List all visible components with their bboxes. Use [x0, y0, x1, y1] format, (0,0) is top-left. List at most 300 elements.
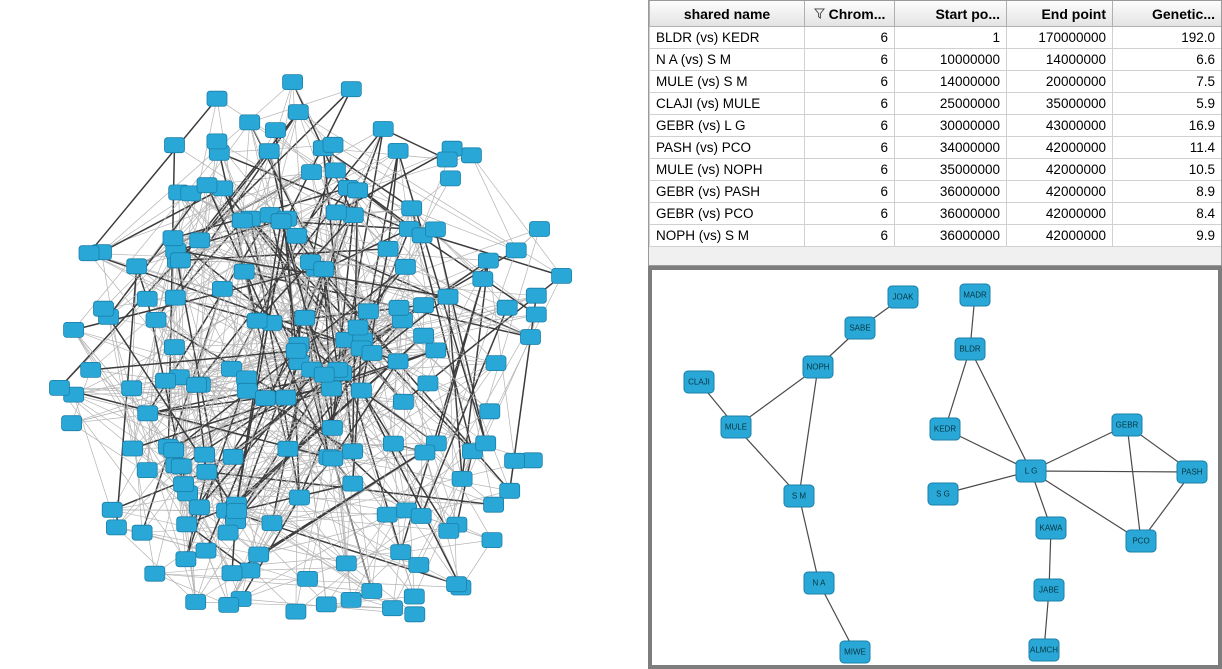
cell-end-point: 42000000 — [1007, 159, 1113, 181]
network-node[interactable] — [497, 300, 517, 315]
network-node[interactable] — [288, 105, 308, 120]
network-node[interactable] — [323, 451, 343, 466]
node-shape — [287, 228, 307, 243]
network-node[interactable] — [447, 577, 467, 592]
node-shape — [62, 416, 82, 431]
node-shape — [137, 291, 157, 306]
network-node[interactable] — [219, 597, 239, 612]
node-shape — [163, 231, 183, 246]
network-node[interactable] — [171, 459, 191, 474]
network-node[interactable] — [322, 381, 342, 396]
cell-genetic: 9.9 — [1113, 225, 1222, 247]
node-shape — [343, 444, 363, 459]
network-node[interactable] — [132, 525, 152, 540]
network-node[interactable] — [278, 441, 298, 456]
cell-genetic: 6.6 — [1113, 49, 1222, 71]
network-node[interactable] — [505, 453, 525, 468]
network-node[interactable] — [164, 443, 184, 458]
node-shape — [437, 152, 457, 167]
network-node[interactable] — [145, 566, 165, 581]
node-shape — [266, 123, 286, 138]
network-node[interactable] — [50, 380, 70, 395]
node-shape — [190, 233, 210, 248]
network-node[interactable] — [409, 558, 429, 573]
network-node[interactable] — [286, 604, 306, 619]
cell-shared-name: GEBR (vs) L G — [650, 115, 805, 137]
network-node[interactable] — [388, 354, 408, 369]
network-node[interactable] — [393, 394, 413, 409]
network-node[interactable] — [441, 171, 461, 186]
node-shape — [122, 381, 142, 396]
table-body[interactable] — [650, 27, 1222, 247]
node-label: BLDR — [959, 344, 981, 354]
node-shape — [218, 525, 238, 540]
network-node[interactable] — [482, 533, 502, 548]
edge-table[interactable] — [649, 1, 1222, 247]
node-shape — [64, 322, 84, 337]
network-node[interactable] — [222, 566, 242, 581]
node-shape — [378, 241, 398, 256]
cell-shared-name: NOPH (vs) S M — [650, 225, 805, 247]
subnetwork-edges — [699, 292, 1192, 652]
node-shape — [402, 201, 422, 216]
network-node[interactable] — [190, 500, 210, 515]
subnetwork-node[interactable] — [1016, 460, 1046, 482]
node-shape — [326, 205, 346, 220]
node-shape — [219, 597, 239, 612]
network-node[interactable] — [389, 300, 409, 315]
network-node[interactable] — [106, 520, 126, 535]
network-node[interactable] — [316, 597, 336, 612]
node-shape — [240, 115, 260, 130]
table-row[interactable] — [650, 115, 1222, 137]
subnetwork-node[interactable] — [1112, 414, 1142, 436]
node-shape — [302, 165, 322, 180]
network-node[interactable] — [478, 253, 498, 268]
node-shape — [425, 222, 445, 237]
network-node[interactable] — [64, 322, 84, 337]
network-node[interactable] — [391, 545, 411, 560]
network-node[interactable] — [377, 507, 397, 522]
table-row[interactable] — [650, 49, 1222, 71]
node-shape — [377, 507, 397, 522]
node-shape — [415, 445, 435, 460]
node-shape — [247, 313, 267, 328]
network-node[interactable] — [176, 552, 196, 567]
network-node[interactable] — [414, 328, 434, 343]
table-row[interactable] — [650, 225, 1222, 247]
node-shape — [156, 373, 176, 388]
network-node[interactable] — [461, 148, 481, 163]
cell-end-point: 42000000 — [1007, 181, 1113, 203]
network-node[interactable] — [298, 571, 318, 586]
subnetwork-node[interactable] — [930, 418, 960, 440]
cell-start-point: 10000000 — [895, 49, 1007, 71]
node-shape — [197, 178, 217, 193]
node-label: CLAJI — [688, 377, 710, 387]
node-shape — [404, 589, 424, 604]
cell-genetic: 16.9 — [1113, 115, 1222, 137]
node-shape — [383, 601, 403, 616]
network-node[interactable] — [343, 444, 363, 459]
cell-start-point: 36000000 — [895, 203, 1007, 225]
subnetwork-edge — [945, 349, 970, 429]
network-node[interactable] — [506, 243, 526, 258]
network-node[interactable] — [232, 213, 252, 228]
network-node[interactable] — [405, 607, 425, 622]
node-shape — [323, 451, 343, 466]
node-shape — [405, 607, 425, 622]
network-node[interactable] — [122, 381, 142, 396]
node-shape — [461, 148, 481, 163]
network-node[interactable] — [358, 304, 378, 319]
node-shape — [530, 222, 550, 237]
node-shape — [522, 453, 542, 468]
node-shape — [196, 543, 216, 558]
network-node[interactable] — [522, 453, 542, 468]
cell-start-point: 25000000 — [895, 93, 1007, 115]
network-node[interactable] — [164, 340, 184, 355]
network-node[interactable] — [197, 178, 217, 193]
network-node[interactable] — [197, 464, 217, 479]
network-node[interactable] — [156, 373, 176, 388]
cell-genetic: 7.5 — [1113, 71, 1222, 93]
cell-end-point: 42000000 — [1007, 203, 1113, 225]
node-shape — [341, 592, 361, 607]
subnetwork-edge — [970, 349, 1031, 471]
subnetwork-node[interactable] — [888, 286, 918, 308]
node-shape — [298, 571, 318, 586]
network-node[interactable] — [418, 376, 438, 391]
table-row[interactable] — [650, 71, 1222, 93]
node-label: KEDR — [933, 424, 957, 434]
node-shape — [482, 533, 502, 548]
node-label: MADR — [963, 290, 987, 300]
node-label: N A — [812, 578, 826, 588]
network-node[interactable] — [286, 343, 306, 358]
column-header-genetic[interactable] — [1113, 1, 1222, 27]
table-row[interactable] — [650, 203, 1222, 225]
network-node[interactable] — [378, 241, 398, 256]
cell-start-point: 30000000 — [895, 115, 1007, 137]
network-node[interactable] — [383, 601, 403, 616]
network-node[interactable] — [452, 471, 472, 486]
network-node[interactable] — [521, 330, 541, 345]
network-node[interactable] — [271, 214, 291, 229]
network-node[interactable] — [79, 246, 99, 261]
column-header-end-point[interactable] — [1007, 1, 1113, 27]
table-header-row — [650, 1, 1222, 27]
node-shape — [222, 566, 242, 581]
subnetwork-node[interactable] — [845, 317, 875, 339]
node-shape — [411, 509, 431, 524]
network-node[interactable] — [187, 377, 207, 392]
node-label: JABE — [1038, 585, 1060, 595]
network-node[interactable] — [348, 183, 368, 198]
network-node[interactable] — [326, 205, 346, 220]
node-shape — [480, 404, 500, 419]
network-node[interactable] — [395, 259, 415, 274]
node-shape — [283, 75, 303, 90]
node-shape — [207, 91, 227, 106]
node-shape — [286, 604, 306, 619]
network-node[interactable] — [415, 445, 435, 460]
network-node[interactable] — [373, 122, 393, 137]
network-node[interactable] — [402, 201, 422, 216]
network-node[interactable] — [362, 584, 382, 599]
network-node[interactable] — [362, 346, 382, 361]
cell-chromosome: 6 — [805, 71, 895, 93]
node-shape — [249, 547, 269, 562]
node-shape — [383, 436, 403, 451]
network-node[interactable] — [123, 441, 143, 456]
network-node[interactable] — [212, 281, 232, 296]
cell-chromosome: 6 — [805, 159, 895, 181]
network-node[interactable] — [343, 476, 363, 491]
node-shape — [505, 453, 525, 468]
node-shape — [336, 556, 356, 571]
node-shape — [389, 300, 409, 315]
network-node[interactable] — [249, 547, 269, 562]
column-header-shared-name[interactable] — [650, 1, 805, 27]
node-shape — [259, 144, 279, 159]
cell-end-point: 14000000 — [1007, 49, 1113, 71]
network-node[interactable] — [476, 436, 496, 451]
network-node[interactable] — [287, 228, 307, 243]
column-header-start-point[interactable] — [895, 1, 1007, 27]
cell-start-point: 35000000 — [895, 159, 1007, 181]
subnetwork-node[interactable] — [928, 483, 958, 505]
edge-table-panel[interactable] — [648, 0, 1222, 266]
node-label: GEBR — [1115, 420, 1139, 430]
cell-chromosome: 6 — [805, 93, 895, 115]
node-shape — [276, 390, 296, 405]
subnetwork-node[interactable] — [1036, 517, 1066, 539]
network-node[interactable] — [259, 144, 279, 159]
node-shape — [526, 307, 546, 322]
network-node[interactable] — [223, 449, 243, 464]
column-label: Start po... — [935, 5, 1000, 22]
network-node[interactable] — [237, 383, 257, 398]
network-node[interactable] — [530, 222, 550, 237]
network-node[interactable] — [414, 298, 434, 313]
cell-shared-name: GEBR (vs) PASH — [650, 181, 805, 203]
network-node[interactable] — [190, 233, 210, 248]
node-shape — [145, 566, 165, 581]
network-node[interactable] — [325, 163, 345, 178]
network-node[interactable] — [94, 301, 114, 316]
network-node[interactable] — [323, 137, 343, 152]
network-node[interactable] — [314, 262, 334, 277]
node-shape — [322, 420, 342, 435]
node-shape — [521, 330, 541, 345]
network-node[interactable] — [302, 165, 322, 180]
node-shape — [358, 304, 378, 319]
node-shape — [237, 383, 257, 398]
network-node[interactable] — [486, 356, 506, 371]
network-node[interactable] — [484, 497, 504, 512]
node-shape — [79, 246, 99, 261]
subnetwork-node[interactable] — [955, 338, 985, 360]
node-shape — [395, 259, 415, 274]
network-node[interactable] — [195, 447, 215, 462]
subnetwork-node[interactable] — [684, 371, 714, 393]
network-node[interactable] — [165, 290, 185, 305]
network-node[interactable] — [102, 502, 122, 517]
network-node[interactable] — [234, 264, 254, 279]
node-shape — [414, 298, 434, 313]
subnetwork-edge — [799, 496, 819, 583]
node-shape — [165, 138, 185, 153]
subnetwork-node[interactable] — [784, 485, 814, 507]
network-node[interactable] — [186, 595, 206, 610]
network-node[interactable] — [137, 463, 157, 478]
node-shape — [348, 320, 368, 335]
network-node[interactable] — [473, 272, 493, 287]
cell-start-point: 36000000 — [895, 225, 1007, 247]
node-shape — [452, 471, 472, 486]
cell-genetic: 11.4 — [1113, 137, 1222, 159]
column-header-chromosome[interactable] — [805, 1, 895, 27]
network-node[interactable] — [404, 589, 424, 604]
right-column — [648, 0, 1222, 669]
subnetwork-edge — [1127, 425, 1141, 541]
node-shape — [132, 525, 152, 540]
network-node[interactable] — [322, 420, 342, 435]
node-shape — [322, 381, 342, 396]
node-shape — [81, 362, 101, 377]
network-node[interactable] — [314, 367, 334, 382]
network-node[interactable] — [255, 391, 275, 406]
subnetwork-node[interactable] — [803, 356, 833, 378]
node-shape — [426, 343, 446, 358]
network-node[interactable] — [146, 312, 166, 327]
network-node[interactable] — [425, 222, 445, 237]
node-label: MIWE — [844, 647, 866, 657]
subnetwork-node[interactable] — [1126, 530, 1156, 552]
network-node[interactable] — [388, 143, 408, 158]
node-shape — [262, 516, 282, 531]
node-shape — [484, 497, 504, 512]
subnetwork-panel[interactable] — [648, 266, 1222, 669]
network-node[interactable] — [336, 556, 356, 571]
network-node[interactable] — [526, 288, 546, 303]
network-node[interactable] — [62, 416, 82, 431]
node-shape — [439, 523, 459, 538]
table-row[interactable] — [650, 159, 1222, 181]
network-node[interactable] — [552, 268, 572, 283]
node-shape — [255, 391, 275, 406]
network-node[interactable] — [240, 115, 260, 130]
table-row[interactable] — [650, 181, 1222, 203]
node-shape — [348, 183, 368, 198]
network-node[interactable] — [207, 91, 227, 106]
network-node[interactable] — [500, 483, 520, 498]
network-node[interactable] — [137, 291, 157, 306]
network-node[interactable] — [247, 313, 267, 328]
network-node[interactable] — [526, 307, 546, 322]
network-node[interactable] — [81, 362, 101, 377]
table-row[interactable] — [650, 93, 1222, 115]
cell-end-point: 35000000 — [1007, 93, 1113, 115]
network-node[interactable] — [227, 504, 247, 519]
cell-start-point: 34000000 — [895, 137, 1007, 159]
network-node[interactable] — [426, 343, 446, 358]
node-label: PASH — [1181, 467, 1203, 477]
network-node[interactable] — [165, 138, 185, 153]
table-row[interactable] — [650, 27, 1222, 49]
cell-shared-name: BLDR (vs) KEDR — [650, 27, 805, 49]
node-shape — [127, 259, 147, 274]
network-node[interactable] — [295, 310, 315, 325]
column-label: Chrom... — [828, 5, 886, 22]
node-label: NOPH — [806, 362, 830, 372]
subnetwork-node[interactable] — [1177, 461, 1207, 483]
network-node[interactable] — [174, 477, 194, 492]
network-node[interactable] — [207, 134, 227, 149]
network-node[interactable] — [290, 490, 310, 505]
node-shape — [316, 597, 336, 612]
cell-chromosome: 6 — [805, 27, 895, 49]
network-node[interactable] — [341, 592, 361, 607]
subnetwork-node[interactable] — [960, 284, 990, 306]
network-node[interactable] — [411, 509, 431, 524]
network-node[interactable] — [196, 543, 216, 558]
network-node[interactable] — [437, 152, 457, 167]
network-node[interactable] — [127, 259, 147, 274]
network-node[interactable] — [218, 525, 238, 540]
cell-genetic: 192.0 — [1113, 27, 1222, 49]
network-node[interactable] — [138, 406, 158, 421]
table-row[interactable] — [650, 137, 1222, 159]
network-node[interactable] — [170, 253, 190, 268]
node-shape — [295, 310, 315, 325]
cell-shared-name: CLAJI (vs) MULE — [650, 93, 805, 115]
network-node[interactable] — [177, 517, 197, 532]
network-node[interactable] — [383, 436, 403, 451]
network-node[interactable] — [351, 383, 371, 398]
node-shape — [486, 356, 506, 371]
network-node[interactable] — [438, 289, 458, 304]
network-node[interactable] — [283, 75, 303, 90]
network-node[interactable] — [276, 390, 296, 405]
subnetwork-node[interactable] — [804, 572, 834, 594]
node-shape — [497, 300, 517, 315]
subnetwork-node[interactable] — [1029, 639, 1059, 661]
cell-shared-name: GEBR (vs) PCO — [650, 203, 805, 225]
node-shape — [447, 577, 467, 592]
network-node[interactable] — [240, 563, 260, 578]
cell-end-point: 42000000 — [1007, 137, 1113, 159]
network-node[interactable] — [266, 123, 286, 138]
subnetwork-node[interactable] — [840, 641, 870, 663]
subnetwork-node[interactable] — [721, 416, 751, 438]
network-node[interactable] — [163, 231, 183, 246]
network-node[interactable] — [262, 516, 282, 531]
subnetwork-svg[interactable] — [652, 270, 1218, 665]
network-node[interactable] — [439, 523, 459, 538]
node-label: JOAK — [892, 292, 914, 302]
node-shape — [177, 517, 197, 532]
subnetwork-nodes[interactable] — [684, 284, 1207, 663]
node-shape — [438, 289, 458, 304]
node-shape — [271, 214, 291, 229]
network-node[interactable] — [480, 404, 500, 419]
node-shape — [409, 558, 429, 573]
subnetwork-node[interactable] — [1034, 579, 1064, 601]
network-node[interactable] — [348, 320, 368, 335]
network-node[interactable] — [341, 82, 361, 97]
